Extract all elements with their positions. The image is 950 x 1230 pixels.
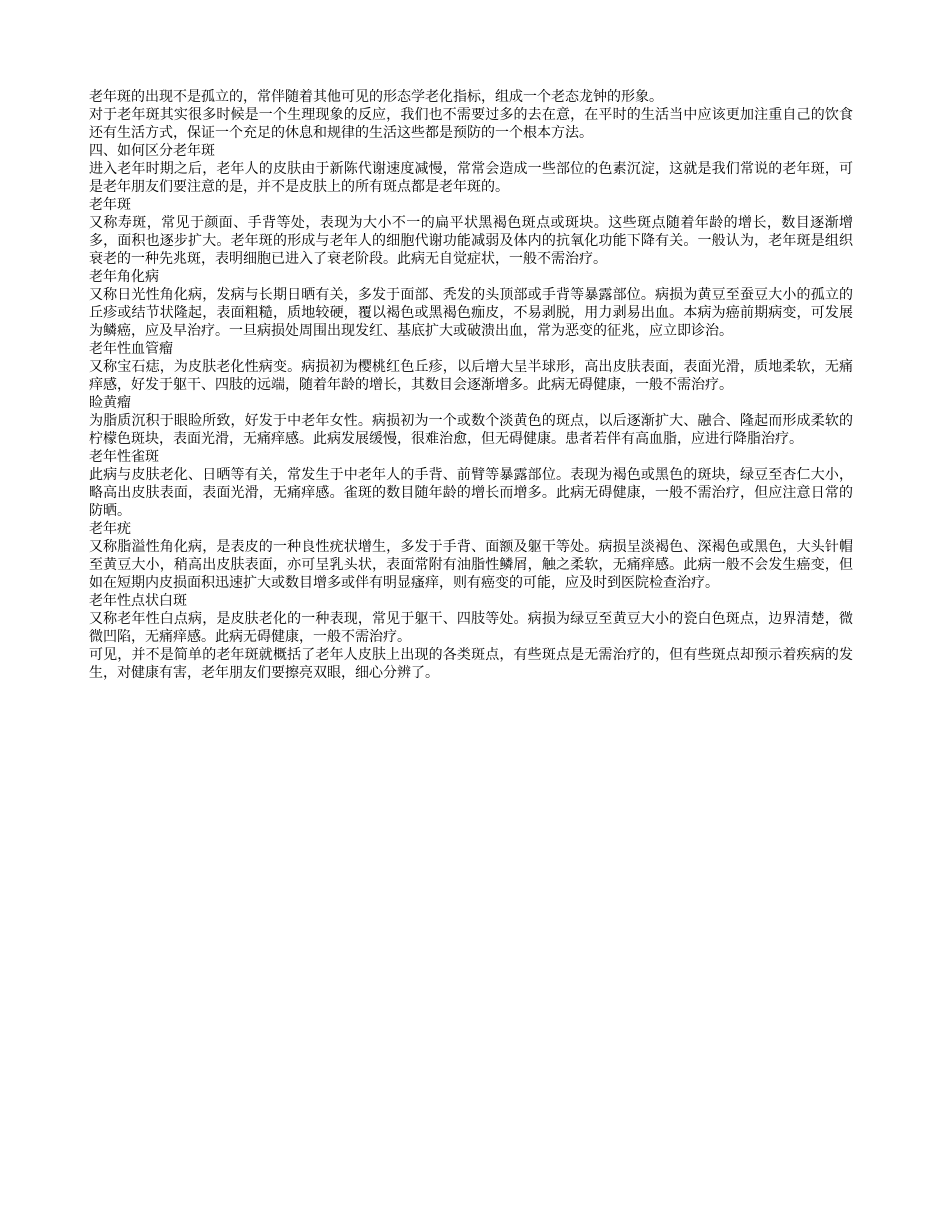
intro-paragraph-2: 对于老年斑其实很多时候是一个生理现象的反应，我们也不需要过多的去在意，在平时的生活当中应该更加注重自己的饮食还有生活方式，保证一个充足的休息和规律的生活这些都是预防的一个根本方法。 <box>89 107 853 141</box>
item-heading-guttate-leukoderma: 老年性点状白斑 <box>89 593 187 609</box>
item-heading-actinic-keratosis: 老年角化病 <box>89 269 159 285</box>
item-heading-senile-angioma: 老年性血管瘤 <box>89 341 173 357</box>
document-body <box>89 88 853 682</box>
item-heading-xanthelasma: 睑黄瘤 <box>89 395 131 411</box>
item-body-senile-lentigo: 又称寿斑，常见于颜面、手背等处，表现为大小不一的扁平状黑褐色斑点或斑块。这些斑点随着年龄的增长，数目逐渐增多，面积也逐步扩大。老年斑的形成与老年人的细胞代谢功能减弱及体内的抗氧化功能下降有关。一般认为，老年斑是组织衰老的一种先兆斑，表明细胞已进入了衰老阶段。此病无自觉症状，一般不需治疗。 <box>89 215 853 267</box>
item-body-actinic-keratosis: 又称日光性角化病，发病与长期日晒有关，多发于面部、秃发的头顶部或手背等暴露部位。病损为黄豆至蚕豆大小的孤立的丘疹或结节状隆起，表面粗糙，质地较硬，覆以褐色或黑褐色痂皮，不易剥脱，用力剥易出血。本病为癌前期病变，可发展为鳞癌，应及早治疗。一旦病损处周围出现发红、基底扩大或破溃出血，常为恶变的征兆，应立即诊治。 <box>89 287 853 339</box>
item-heading-seborrheic-keratosis: 老年疣 <box>89 521 131 537</box>
section-intro-paragraph: 进入老年时期之后，老年人的皮肤由于新陈代谢速度减慢，常常会造成一些部位的色素沉淀，这就是我们常说的老年斑，可是老年朋友们要注意的是，并不是皮肤上的所有斑点都是老年斑的。 <box>89 161 853 195</box>
item-body-guttate-leukoderma: 又称老年性白点病，是皮肤老化的一种表现，常见于躯干、四肢等处。病损为绿豆至黄豆大小的瓷白色斑点，边界清楚，微微凹陷，无痛痒感。此病无碍健康，一般不需治疗。 <box>89 611 853 645</box>
item-body-senile-freckle: 此病与皮肤老化、日晒等有关，常发生于中老年人的手背、前臂等暴露部位。表现为褐色或黑色的斑块，绿豆至杏仁大小，略高出皮肤表面，表面光滑，无痛痒感。雀斑的数目随年龄的增长而增多。此病无碍健康，一般不需治疗，但应注意日常的防晒。 <box>89 467 853 519</box>
item-heading-senile-freckle: 老年性雀斑 <box>89 449 159 465</box>
item-body-seborrheic-keratosis: 又称脂溢性角化病，是表皮的一种良性疣状增生，多发于手背、面额及躯干等处。病损呈淡褐色、深褐色或黑色，大头针帽至黄豆大小，稍高出皮肤表面，亦可呈乳头状，表面常附有油脂性鳞屑，触之柔软，无痛痒感。此病一般不会发生癌变，但如在短期内皮损面积迅速扩大或数目增多或伴有明显瘙痒，则有癌变的可能，应及时到医院检查治疗。 <box>89 539 853 591</box>
conclusion-paragraph: 可见，并不是简单的老年斑就概括了老年人皮肤上出现的各类斑点，有些斑点是无需治疗的，但有些斑点却预示着疾病的发生，对健康有害，老年朋友们要擦亮双眼，细心分辨了。 <box>89 647 853 681</box>
item-heading-senile-lentigo: 老年斑 <box>89 197 131 213</box>
item-body-senile-angioma: 又称宝石痣，为皮肤老化性病变。病损初为樱桃红色丘疹，以后增大呈半球形，高出皮肤表面，表面光滑，质地柔软，无痛痒感，好发于躯干、四肢的远端，随着年龄的增长，其数目会逐渐增多。此病无碍健康，一般不需治疗。 <box>89 359 853 393</box>
section-title: 四、如何区分老年斑 <box>89 143 215 159</box>
item-body-xanthelasma: 为脂质沉积于眼睑所致，好发于中老年女性。病损初为一个或数个淡黄色的斑点，以后逐渐扩大、融合、隆起而形成柔软的柠檬色斑块，表面光滑，无痛痒感。此病发展缓慢，很难治愈，但无碍健康。患者若伴有高血脂，应进行降脂治疗。 <box>89 413 853 447</box>
intro-paragraph-1: 老年斑的出现不是孤立的，常伴随着其他可见的形态学老化指标，组成一个老态龙钟的形象。 <box>89 89 663 105</box>
